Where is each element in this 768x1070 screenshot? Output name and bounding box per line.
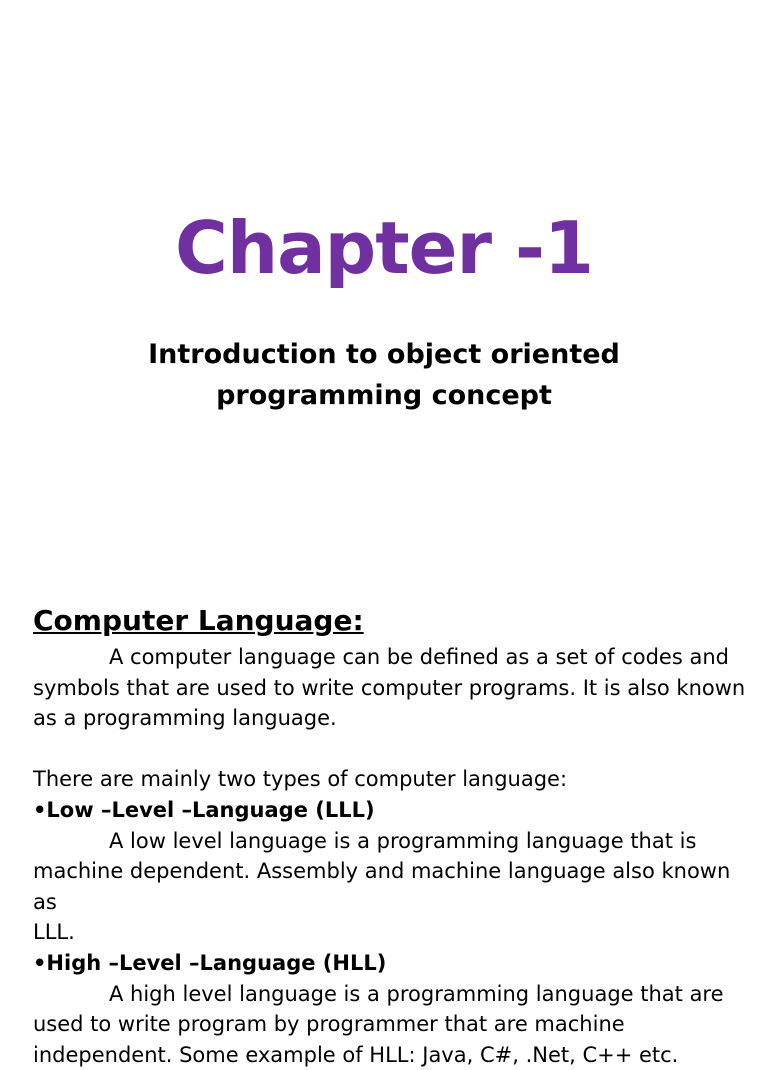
section-heading: Computer Language: (33, 604, 364, 637)
subtitle-line-1: Introduction to object oriented (148, 339, 620, 370)
intro-line-1 (33, 642, 753, 673)
hll-heading: •High –Level –Language (HLL) (33, 950, 387, 975)
chapter-subtitle (84, 334, 684, 416)
hll-text-1: A high level language is a programming language that are (109, 981, 724, 1006)
intro-line-3: as a programming language. (33, 706, 337, 731)
lll-line-2: machine dependent. Assembly and machine language also known as (33, 859, 731, 914)
chapter-title: Chapter -1 (174, 206, 594, 290)
hll-line-1 (33, 979, 753, 1010)
lll-line-1 (33, 826, 753, 857)
hll-line-3: independent. Some example of HLL: Java, C#, .Net, C++ etc. (33, 1042, 679, 1067)
content-body (33, 600, 753, 1070)
types-line: There are mainly two types of computer language: (33, 767, 568, 792)
subtitle-line-2: programming concept (216, 380, 552, 411)
lll-heading: •Low –Level –Language (LLL) (33, 797, 375, 822)
intro-text-1: A computer language can be defined as a set of codes and (109, 645, 729, 669)
intro-line-2: symbols that are used to write computer programs. It is also known (33, 675, 746, 700)
lll-text-1: A low level language is a programming language that is (109, 828, 697, 853)
lll-line-3: LLL. (33, 920, 75, 945)
hll-line-2: used to write program by programmer that are machine (33, 1012, 625, 1037)
blank-line (33, 734, 753, 765)
